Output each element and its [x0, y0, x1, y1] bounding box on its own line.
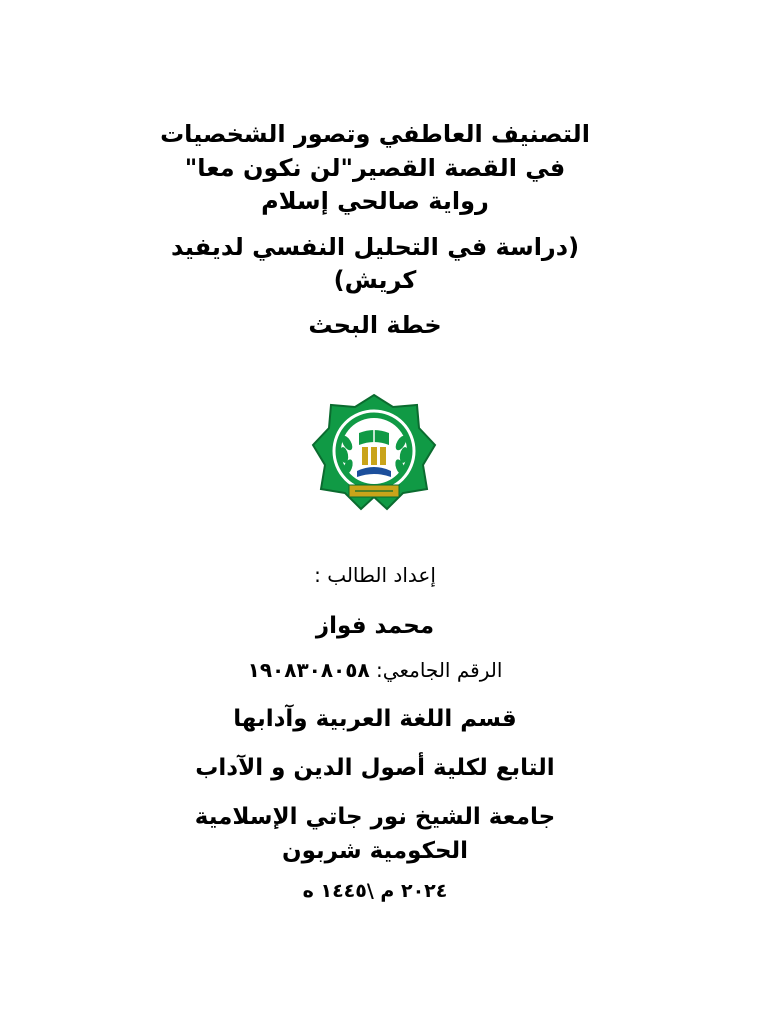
- book-icon: [357, 430, 391, 477]
- document-type: خطة البحث: [308, 311, 442, 339]
- subtitle-line-2: كريش): [333, 266, 417, 294]
- ribbon-icon: [349, 485, 399, 497]
- title-line-3: رواية صالحي إسلام: [261, 187, 489, 215]
- university-line-2: الحكومية شربون: [281, 838, 469, 864]
- faculty: التابع لكلية أصول الدين و الآداب: [195, 755, 555, 781]
- prepared-by-label: إعداد الطالب :: [314, 563, 436, 587]
- student-id-label: الرقم الجامعي:: [376, 658, 503, 682]
- university-emblem-icon: [309, 393, 439, 511]
- subtitle-line-1: (دراسة في التحليل النفسي لديفيد: [170, 233, 580, 261]
- student-name: محمد فواز: [315, 613, 435, 639]
- university-line-1: جامعة الشيخ نور جاتي الإسلامية: [194, 804, 556, 830]
- student-id-line: [100, 658, 650, 682]
- title-line-2: في القصة القصير"لن نكون معا": [184, 154, 566, 182]
- document-date: ٢٠٢٤ م \١٤٤٥ ه: [302, 880, 448, 902]
- student-id-value: ١٩٠٨٣٠٨٠٥٨: [247, 658, 370, 682]
- department: قسم اللغة العربية وآدابها: [233, 706, 517, 732]
- title-line-1: التصنيف العاطفي وتصور الشخصيات: [160, 120, 590, 148]
